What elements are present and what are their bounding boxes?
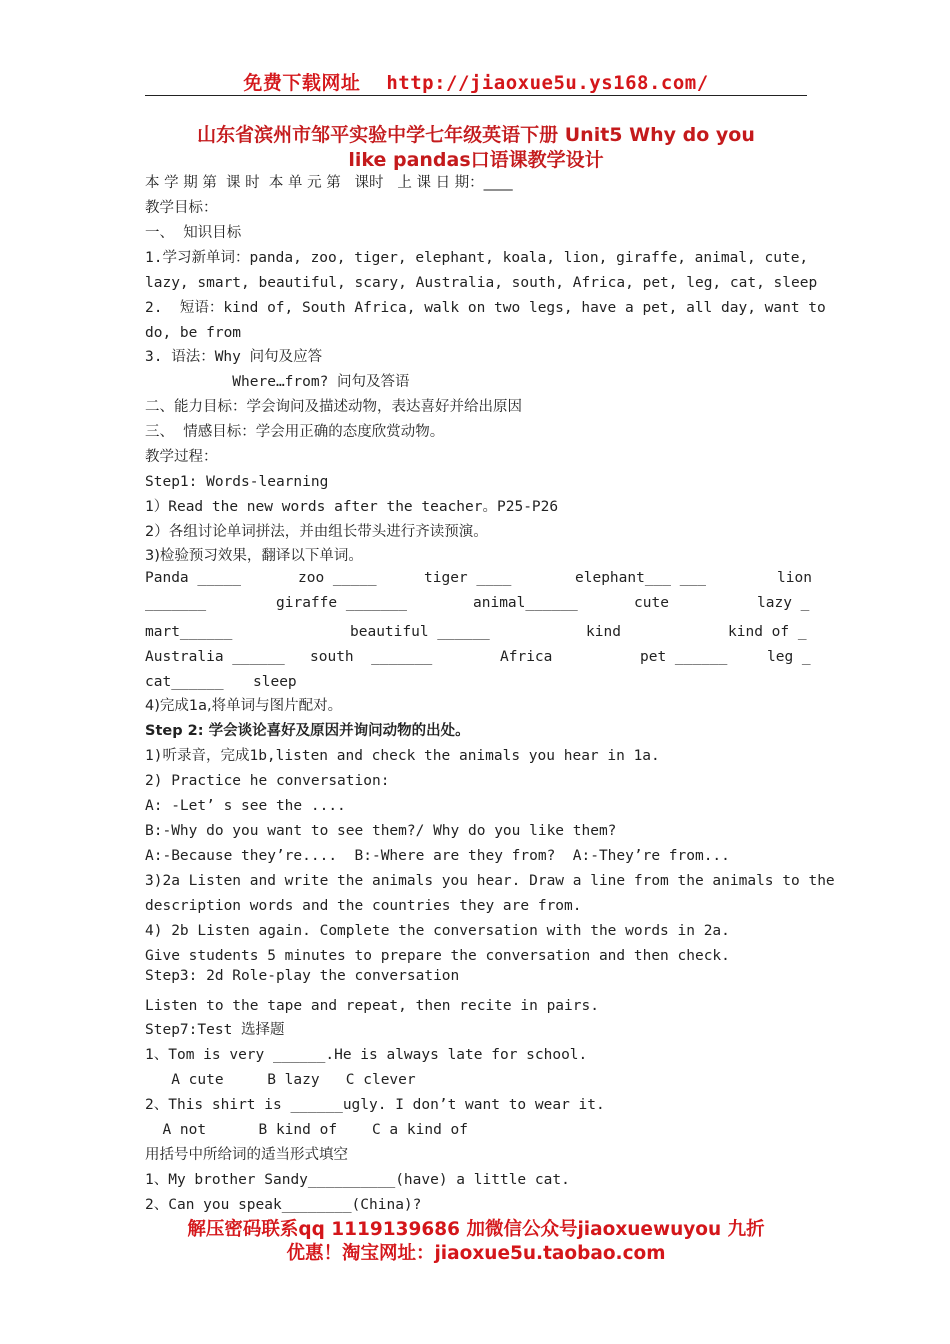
vocab-cell: cat______ bbox=[145, 674, 224, 690]
text-line: A:-Because they’re.... B:-Where are they from? A:-They’re from... bbox=[145, 848, 730, 864]
text-line: lazy, smart, beautiful, scary, Australia, south, Africa, pet, leg, cat, sleep bbox=[145, 275, 818, 291]
vocab-cell: lion bbox=[777, 570, 812, 586]
vocab-cell: sleep bbox=[253, 674, 297, 690]
text-line: 二、能力目标：学会询问及描述动物，表达喜好并给出原因 bbox=[145, 399, 522, 415]
text-line: 1)听录音，完成1b,listen and check the animals you hear in 1a. bbox=[145, 748, 660, 764]
text-line: 三、 情感目标：学会用正确的态度欣赏动物。 bbox=[145, 424, 445, 440]
text-line: Give students 5 minutes to prepare the conversation and then check. bbox=[145, 948, 730, 964]
vocab-cell: beautiful ______ bbox=[350, 624, 490, 640]
vocab-cell: lazy _ bbox=[757, 595, 810, 611]
lesson-meta-line: 本 学 期 第 课 时 本 单 元 第 课时 上 课 日 期：____ bbox=[145, 175, 513, 191]
text-line: 教学目标： bbox=[145, 200, 218, 216]
text-line: Step7:Test 选择题 bbox=[145, 1022, 285, 1038]
step2-heading: Step 2: 学会谈论喜好及原因并询问动物的出处。 bbox=[145, 723, 470, 739]
text-line: 1）Read the new words after the teacher。P25-P26 bbox=[145, 499, 559, 515]
vocab-cell: giraffe _______ bbox=[276, 595, 407, 611]
footer-line2: 优惠！淘宝网址：jiaoxue5u.taobao.com bbox=[286, 1243, 666, 1264]
text-line: 2、This shirt is ______ugly. I don’t want to wear it. bbox=[145, 1097, 605, 1113]
text-line: 2、Can you speak________(China)? bbox=[145, 1197, 422, 1213]
doc-title-line1: 山东省滨州市邹平实验中学七年级英语下册 Unit5 Why do you bbox=[197, 124, 755, 146]
header-label: 免费下载网址 bbox=[243, 72, 361, 94]
text-line: 一、 知识目标 bbox=[145, 225, 242, 241]
text-line: Listen to the tape and repeat, then recite in pairs. bbox=[145, 998, 599, 1014]
text-line: description words and the countries they are from. bbox=[145, 898, 582, 914]
header-url-link[interactable]: http://jiaoxue5u.ys168.com/ bbox=[386, 72, 709, 94]
text-line: 3. 语法：Why 问句及应答 bbox=[145, 349, 323, 365]
text-line: Where…from? 问句及答语 bbox=[145, 374, 410, 390]
text-line: Step1: Words-learning bbox=[145, 474, 329, 490]
vocab-cell: _______ bbox=[145, 595, 207, 611]
vocab-cell: animal______ bbox=[473, 595, 578, 611]
text-line: 4) 2b Listen again. Complete the conversation with the words in 2a. bbox=[145, 923, 730, 939]
vocab-cell: tiger ____ bbox=[424, 570, 512, 586]
vocab-cell: kind bbox=[586, 624, 621, 640]
text-line: 1、Tom is very ______.He is always late for school. bbox=[145, 1047, 588, 1063]
text-line: 1、My brother Sandy__________(have) a little cat. bbox=[145, 1172, 570, 1188]
header-banner bbox=[145, 68, 807, 95]
text-line: 1.学习新单词：panda, zoo, tiger, elephant, koala, lion, giraffe, animal, cute, bbox=[145, 250, 809, 266]
text-line: 2. 短语：kind of, South Africa, walk on two legs, have a pet, all day, want to bbox=[145, 300, 826, 316]
vocab-cell: Africa bbox=[500, 649, 553, 665]
text-line: A not B kind of C a kind of bbox=[145, 1122, 469, 1138]
footer-line1: 解压密码联系qq 1119139686 加微信公众号jiaoxuewuyou 九折 bbox=[187, 1219, 765, 1240]
text-line: 4)完成1a,将单词与图片配对。 bbox=[145, 698, 343, 714]
text-line: 2) Practice he conversation: bbox=[145, 773, 390, 789]
text-line: A: -Let’ s see the .... bbox=[145, 798, 346, 814]
text-line: A cute B lazy C clever bbox=[145, 1072, 416, 1088]
text-line: 教学过程： bbox=[145, 449, 218, 465]
vocab-cell: mart______ bbox=[145, 624, 233, 640]
vocab-cell: pet ______ bbox=[640, 649, 728, 665]
vocab-cell: elephant___ ___ bbox=[575, 570, 706, 586]
text-line: do, be from bbox=[145, 325, 242, 341]
text-line: 3)2a Listen and write the animals you hear. Draw a line from the animals to the bbox=[145, 873, 835, 889]
vocab-cell: leg _ bbox=[767, 649, 811, 665]
vocab-cell: kind of _ bbox=[728, 624, 807, 640]
text-line: Step3: 2d Role-play the conversation bbox=[145, 968, 460, 984]
text-line: 用括号中所给词的适当形式填空 bbox=[145, 1147, 348, 1163]
header-divider bbox=[145, 95, 807, 96]
vocab-cell: Panda _____ bbox=[145, 570, 242, 586]
text-line: 2）各组讨论单词拼法，并由组长带头进行齐读预演。 bbox=[145, 524, 488, 540]
doc-title-line2: like pandas口语课教学设计 bbox=[348, 149, 604, 171]
vocab-cell: cute bbox=[634, 595, 669, 611]
vocab-cell: south _______ bbox=[310, 649, 433, 665]
text-line: B:-Why do you want to see them?/ Why do you like them? bbox=[145, 823, 617, 839]
text-line: 3)检验预习效果，翻译以下单词。 bbox=[145, 548, 363, 564]
vocab-cell: zoo _____ bbox=[298, 570, 377, 586]
vocab-cell: Australia ______ bbox=[145, 649, 285, 665]
